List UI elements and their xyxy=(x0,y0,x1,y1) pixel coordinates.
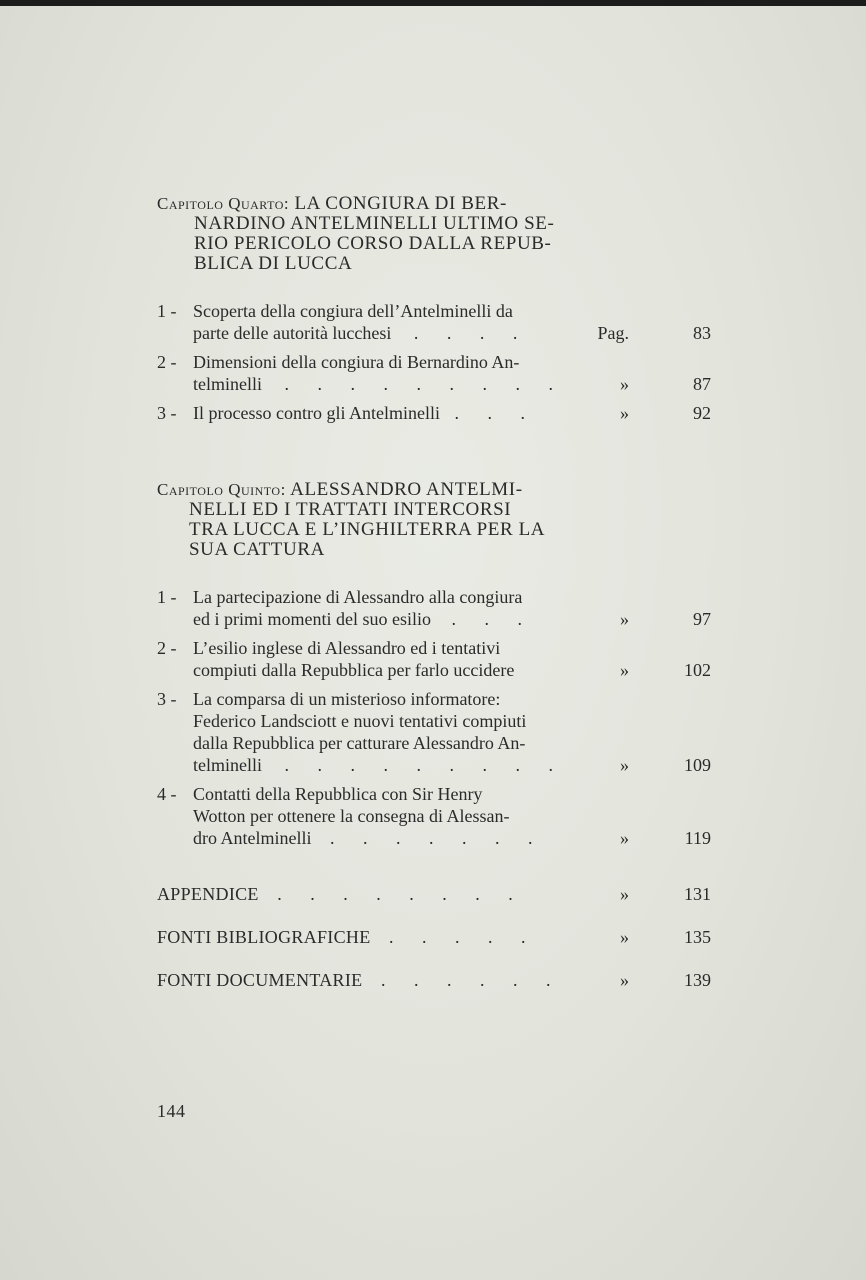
page-prefix: » xyxy=(620,403,629,423)
entry-number: 3 - xyxy=(157,403,177,423)
book-page xyxy=(0,6,866,1280)
page-prefix: » xyxy=(620,660,629,680)
chapter-5-entries xyxy=(157,586,717,849)
toc-entry xyxy=(157,883,717,905)
page-prefix: Pag. xyxy=(597,323,629,343)
page-number: 119 xyxy=(684,828,711,848)
page-number: 135 xyxy=(684,927,711,947)
page-number: 83 xyxy=(693,323,711,343)
leader-dots: . . . . xyxy=(413,323,530,343)
chapter-4-title-line: BLICA DI LUCCA xyxy=(194,253,353,274)
page-prefix: » xyxy=(620,609,629,629)
page-prefix: » xyxy=(620,755,629,775)
entry-number: 1 - xyxy=(157,301,177,321)
entry-number: 4 - xyxy=(157,784,177,804)
back-matter-title: FONTI DOCUMENTARIE xyxy=(157,970,363,990)
chapter-4-kicker: Capitolo Quarto: xyxy=(157,194,290,213)
leader-dots: . . . xyxy=(451,609,534,629)
toc-entry xyxy=(157,783,717,849)
toc-entry xyxy=(157,402,717,424)
chapter-4-heading xyxy=(157,194,587,274)
toc-entry xyxy=(157,300,717,344)
chapter-4-title-line: RIO PERICOLO CORSO DALLA REPUB- xyxy=(194,233,552,254)
table-of-contents xyxy=(157,194,717,1012)
leader-dots: . . . . . . . . . xyxy=(284,755,565,775)
toc-entry xyxy=(157,351,717,395)
leader-dots: . . . xyxy=(454,403,537,423)
page-number: 97 xyxy=(693,609,711,629)
entry-number: 2 - xyxy=(157,352,177,372)
entry-text: Scoperta della congiura dell’Antelminelli da parte delle autorità lucchesi . . . . xyxy=(193,301,530,343)
leader-dots: . . . . . . xyxy=(380,970,563,990)
page-number: 87 xyxy=(693,374,711,394)
entry-text: La partecipazione di Alessandro alla congiura ed i primi momenti del suo esilio . . . xyxy=(193,587,534,629)
page-number: 102 xyxy=(684,660,711,680)
chapter-5-kicker: Capitolo Quinto: xyxy=(157,480,286,499)
page-prefix: » xyxy=(620,374,629,394)
page-number: 109 xyxy=(684,755,711,775)
chapter-4-entries xyxy=(157,300,717,424)
chapter-5-title-line: ALESSANDRO ANTELMI- xyxy=(290,479,523,500)
entry-text: Il processo contro gli Antelminelli . . . xyxy=(193,403,537,423)
leader-dots: . . . . . xyxy=(389,927,538,947)
chapter-4-title-line: LA CONGIURA DI BER- xyxy=(294,193,507,214)
leader-dots: . . . . . . . xyxy=(330,828,545,848)
chapter-5-title-line: NELLI ED I TRATTATI INTERCORSI xyxy=(189,499,512,520)
page-prefix: » xyxy=(620,884,629,904)
back-matter xyxy=(157,883,717,991)
toc-entry xyxy=(157,926,717,948)
toc-entry xyxy=(157,969,717,991)
page-number: 139 xyxy=(684,970,711,990)
entry-text: Dimensioni della congiura di Bernardino An- telminelli . . . . . . . . . xyxy=(193,352,565,394)
chapter-4-title-line: NARDINO ANTELMINELLI ULTIMO SE- xyxy=(194,213,555,234)
chapter-5-heading xyxy=(157,480,587,560)
page-prefix: » xyxy=(620,970,629,990)
leader-dots: . . . . . . . . . xyxy=(284,374,565,394)
back-matter-title: APPENDICE xyxy=(157,884,259,904)
entry-text: L’esilio inglese di Alessandro ed i tentativi compiuti dalla Repubblica per farlo uccidere xyxy=(193,638,515,680)
entry-text: Contatti della Repubblica con Sir Henry Wotton per ottenere la consegna di Alessan- dro Antelminelli . . . . . . . xyxy=(193,784,545,848)
entry-number: 1 - xyxy=(157,587,177,607)
toc-entry xyxy=(157,688,717,776)
entry-number: 3 - xyxy=(157,689,177,709)
toc-entry xyxy=(157,637,717,681)
page-prefix: » xyxy=(620,828,629,848)
page-number: 131 xyxy=(684,884,711,904)
chapter-5-title-line: TRA LUCCA E L’INGHILTERRA PER LA xyxy=(189,519,546,540)
back-matter-title: FONTI BIBLIOGRAFICHE xyxy=(157,927,371,947)
folio-page-number: 144 xyxy=(157,1101,186,1121)
toc-entry xyxy=(157,586,717,630)
entry-text: La comparsa di un misterioso informatore: Federico Landsciott e nuovi tentativi compiuti dalla Repubblica per catturare Alessandro An- telminelli . . . . . . . . . xyxy=(193,689,565,775)
page-prefix: » xyxy=(620,927,629,947)
chapter-5-title-line: SUA CATTURA xyxy=(189,539,325,560)
leader-dots: . . . . . . . . xyxy=(277,884,525,904)
entry-number: 2 - xyxy=(157,638,177,658)
page-number: 92 xyxy=(693,403,711,423)
